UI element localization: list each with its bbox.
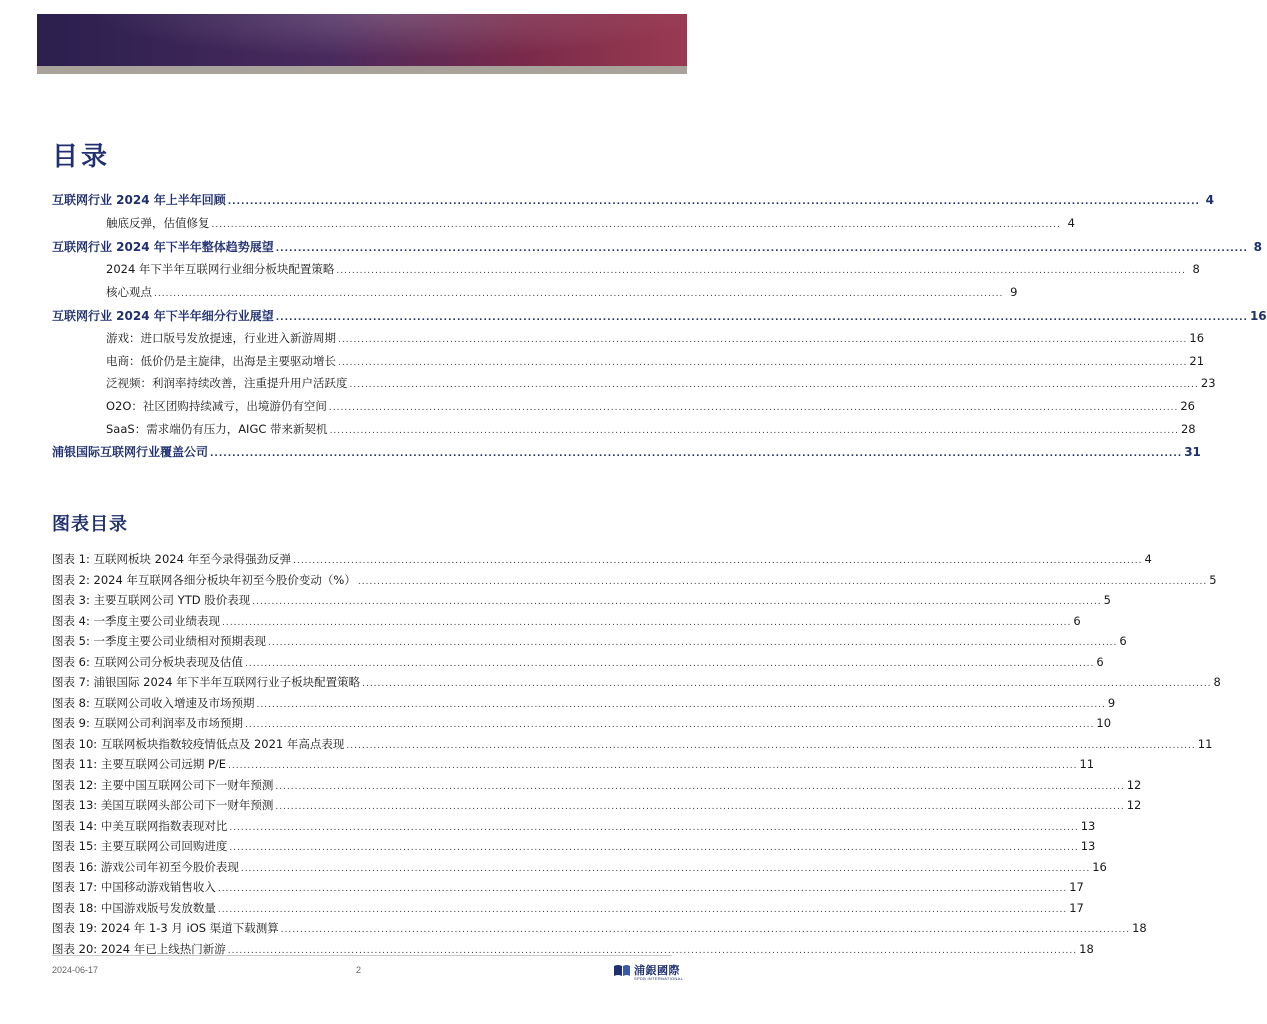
dot-leader: ............................................................................................................................................................................................................................ — [275, 781, 1125, 792]
figure-entry-page: 16 — [1092, 859, 1107, 874]
figure-entry-title: 主要互联网公司 YTD 股价表现 — [93, 593, 251, 607]
figure-entry-title: 主要互联网公司回购进度 — [100, 839, 228, 853]
figure-entry[interactable] — [52, 734, 1213, 755]
figures-list — [52, 549, 1221, 959]
figure-entry[interactable] — [52, 590, 1111, 611]
figure-entry-title: 互联网公司分板块表现及估值 — [93, 654, 244, 669]
banner-sheen — [37, 14, 687, 66]
toc-entry-title: 2024 年下半年互联网行业细分板块配置策略 — [106, 262, 335, 277]
figure-entry[interactable] — [52, 652, 1104, 673]
figures-section-title: 图表目录 — [52, 514, 128, 535]
dot-leader: ............................................................................................................................................................................................................................ — [256, 699, 1106, 710]
figure-entry-number: 图表 3: — [52, 593, 90, 607]
toc-entry-title: 泛视频：利润率持续改善，注重提升用户活跃度 — [106, 376, 348, 391]
header-banner-bar — [37, 66, 687, 74]
figure-entry-title: 游戏公司年初至今股价表现 — [100, 859, 239, 874]
figure-entry-page: 13 — [1080, 839, 1096, 853]
figure-entry-number: 图表 6: — [52, 654, 90, 669]
figure-entry[interactable] — [52, 570, 1217, 591]
page-title: 目录 — [52, 142, 111, 172]
figure-entry-number: 图表 17: — [52, 880, 98, 894]
figure-entry-page: 11 — [1197, 736, 1213, 751]
dot-leader: ............................................................................................................................................................................................................................ — [217, 904, 1068, 915]
figure-entry-number: 图表 19: — [52, 921, 98, 935]
figure-entry-title: 主要互联网公司远期 P/E — [100, 757, 227, 771]
figure-entry-title: 中国移动游戏销售收入 — [100, 880, 216, 894]
figure-entry-number: 图表 12: — [52, 777, 98, 792]
toc-entry-page: 31 — [1184, 445, 1201, 460]
toc-entry[interactable] — [52, 189, 1214, 212]
figure-entry-title: 互联网板块 2024 年至今录得强劲反弹 — [93, 552, 292, 566]
dot-leader: ............................................................................................................................................................................................................................ — [346, 740, 1196, 751]
figure-entry-title: 一季度主要公司业绩相对预期表现 — [93, 634, 267, 648]
toc-entry[interactable] — [52, 372, 1216, 395]
dot-leader: ............................................................................................................................................................................................................................ — [275, 312, 1248, 323]
figure-entry-page: 6 — [1096, 654, 1104, 669]
figure-entry[interactable] — [52, 672, 1221, 693]
dot-leader: ............................................................................................................................................................................................................................ — [245, 658, 1095, 669]
toc-entry-title: O2O：社区团购持续减亏，出境游仍有空间 — [106, 398, 327, 413]
figure-entry-page: 6 — [1073, 613, 1081, 628]
figure-entry[interactable] — [52, 816, 1096, 837]
figure-entry-number: 图表 8: — [52, 695, 90, 710]
figure-entry-title: 中国游戏版号发放数量 — [100, 900, 216, 915]
toc-entry-page: 4 — [1205, 193, 1214, 208]
dot-leader: ............................................................................................................................................................................................................................ — [329, 425, 1179, 436]
toc-entry-title: 电商：低价仍是主旋律，出海是主要驱动增长 — [106, 353, 336, 368]
toc-entry[interactable] — [52, 327, 1205, 350]
dot-leader: ............................................................................................................................................................................................................................ — [275, 802, 1125, 812]
toc-entry[interactable] — [52, 236, 1262, 259]
figure-entry-page: 10 — [1096, 716, 1112, 730]
figure-entry-page: 17 — [1069, 900, 1084, 915]
figure-entry-title: 一季度主要公司业绩表现 — [93, 613, 221, 628]
logo-text: 浦銀國際 — [634, 964, 680, 977]
figure-entry-number: 图表 10: — [52, 736, 98, 751]
figure-entry[interactable] — [52, 795, 1142, 816]
header-banner — [37, 14, 687, 66]
dot-leader: ............................................................................................................................................................................................................................ — [362, 679, 1212, 689]
figure-entry[interactable] — [52, 611, 1081, 632]
figure-entry-page: 11 — [1079, 757, 1095, 771]
dot-leader: ............................................................................................................................................................................................................................ — [222, 617, 1072, 628]
figure-entry-number: 图表 18: — [52, 900, 98, 915]
figure-entry[interactable] — [52, 775, 1142, 796]
dot-leader: ............................................................................................................................................................................................................................ — [349, 380, 1199, 391]
figure-entry-title: 美国互联网头部公司下一财年预测 — [100, 798, 274, 812]
toc-entry-page: 8 — [1253, 239, 1262, 254]
dot-leader: ............................................................................................................................................................................................................................ — [275, 243, 1248, 254]
dot-leader: ............................................................................................................................................................................................................................ — [245, 720, 1095, 730]
dot-leader: ............................................................................................................................................................................................................................ — [217, 884, 1068, 894]
toc-entry[interactable] — [52, 305, 1267, 328]
footer-divider — [52, 955, 672, 956]
figure-entry-title: 2024 年 1-3 月 iOS 渠道下载测算 — [100, 921, 279, 935]
dot-leader: ............................................................................................................................................................................................................................ — [252, 597, 1102, 607]
logo-subtext: SPDB INTERNATIONAL — [634, 976, 684, 981]
dot-leader: ............................................................................................................................................................................................................................ — [338, 357, 1188, 368]
figure-entry-title: 2024 年已上线热门新游 — [100, 941, 226, 956]
figure-entry[interactable] — [52, 836, 1096, 857]
figure-entry-number: 图表 16: — [52, 859, 98, 874]
figure-entry-title: 中美互联网指数表现对比 — [100, 818, 228, 833]
figure-entry-number: 图表 7: — [52, 675, 90, 689]
figure-entry-number: 图表 14: — [52, 818, 98, 833]
figure-entry-title: 2024 年互联网各细分板块年初至今股价变动（%） — [93, 572, 356, 587]
toc-entry-page: 21 — [1189, 353, 1205, 368]
footer-page-number: 2 — [356, 965, 362, 975]
toc-entry-title: 互联网行业 2024 年下半年细分行业展望 — [52, 308, 274, 323]
toc-entry[interactable] — [52, 418, 1196, 441]
figure-entry-page: 17 — [1069, 880, 1084, 894]
figure-entry[interactable] — [52, 857, 1107, 878]
dot-leader: ............................................................................................................................................................................................................................ — [338, 335, 1188, 346]
dot-leader: ............................................................................................................................................................................................................................ — [240, 863, 1091, 874]
figure-entry-number: 图表 11: — [52, 757, 98, 771]
dot-leader: ............................................................................................................................................................................................................................ — [328, 402, 1179, 413]
toc-entry-page: 9 — [1010, 284, 1018, 299]
figure-entry-number: 图表 13: — [52, 798, 98, 812]
dot-leader: ............................................................................................................................................................................................................................ — [211, 219, 1061, 230]
company-logo — [612, 961, 688, 985]
dot-leader: ............................................................................................................................................................................................................................ — [280, 925, 1131, 935]
figure-entry-number: 图表 5: — [52, 634, 90, 648]
figure-entry-number: 图表 20: — [52, 941, 98, 956]
figure-entry-page: 12 — [1126, 798, 1142, 812]
toc-entry-title: 互联网行业 2024 年下半年整体趋势展望 — [52, 239, 274, 254]
figure-entry-number: 图表 1: — [52, 552, 90, 566]
figure-entry[interactable] — [52, 918, 1147, 939]
figure-entry[interactable] — [52, 549, 1152, 570]
figure-entry-page: 12 — [1126, 777, 1142, 792]
toc-entry-page: 16 — [1249, 308, 1267, 323]
dot-leader: ............................................................................................................................................................................................................................ — [228, 761, 1078, 771]
table-of-contents — [52, 188, 1267, 464]
dot-leader: ............................................................................................................................................................................................................................ — [227, 197, 1200, 208]
figure-entry-number: 图表 4: — [52, 613, 90, 628]
dot-leader: ............................................................................................................................................................................................................................ — [229, 843, 1079, 853]
figure-entry[interactable] — [52, 693, 1116, 714]
figure-entry-page: 4 — [1144, 552, 1152, 566]
toc-entry-title: 核心观点 — [106, 284, 152, 299]
toc-entry[interactable] — [52, 395, 1195, 418]
toc-entry-title: 浦银国际互联网行业覆盖公司 — [52, 445, 209, 460]
figure-entry-title: 互联网公司利润率及市场预期 — [93, 716, 244, 730]
figure-entry-title: 互联网板块指数较疫情低点及 2021 年高点表现 — [100, 736, 345, 751]
figure-entry[interactable] — [52, 631, 1127, 652]
logo-mark-icon — [612, 963, 632, 979]
toc-entry-title: 互联网行业 2024 年上半年回顾 — [52, 193, 226, 208]
dot-leader: ............................................................................................................................................................................................................................ — [154, 288, 1004, 299]
toc-entry-page: 4 — [1067, 215, 1075, 230]
figure-entry-page: 8 — [1213, 675, 1221, 689]
figure-entry[interactable] — [52, 877, 1084, 898]
footer-date: 2024-06-17 — [52, 965, 99, 975]
toc-entry-title: SaaS：需求端仍有压力，AIGC 带来新契机 — [106, 421, 328, 436]
dot-leader: ............................................................................................................................................................................................................................ — [293, 556, 1143, 566]
figure-entry-page: 13 — [1080, 818, 1096, 833]
toc-entry-page: 23 — [1200, 376, 1216, 391]
figure-entry-page: 5 — [1209, 572, 1217, 587]
figure-entry-title: 主要中国互联网公司下一财年预测 — [100, 777, 274, 792]
dot-leader: ............................................................................................................................................................................................................................ — [357, 576, 1208, 587]
figure-entry-title: 互联网公司收入增速及市场预期 — [93, 695, 255, 710]
toc-entry[interactable] — [52, 441, 1201, 464]
figure-entry-number: 图表 2: — [52, 572, 90, 587]
figure-entry[interactable] — [52, 713, 1112, 734]
figure-entry-page: 5 — [1103, 593, 1111, 607]
figure-entry-page: 18 — [1132, 921, 1147, 935]
figure-entry-title: 浦银国际 2024 年下半年互联网行业子板块配置策略 — [93, 675, 361, 689]
figure-entry[interactable] — [52, 754, 1095, 775]
dot-leader: ............................................................................................................................................................................................................................ — [229, 822, 1079, 833]
figure-entry-number: 图表 15: — [52, 839, 98, 853]
dot-leader: ............................................................................................................................................................................................................................ — [210, 449, 1183, 460]
toc-entry[interactable] — [52, 212, 1075, 235]
figure-entry-page: 18 — [1079, 941, 1094, 956]
dot-leader: ............................................................................................................................................................................................................................ — [268, 638, 1118, 648]
figure-entry-page: 6 — [1119, 634, 1127, 648]
toc-entry-page: 28 — [1180, 421, 1196, 436]
toc-entry-page: 16 — [1189, 331, 1205, 346]
figure-entry-page: 9 — [1107, 695, 1116, 710]
figure-entry[interactable] — [52, 898, 1084, 919]
toc-entry[interactable] — [52, 258, 1200, 281]
toc-entry-page: 26 — [1180, 398, 1195, 413]
figure-entry-number: 图表 9: — [52, 716, 90, 730]
toc-entry-title: 触底反弹，估值修复 — [106, 215, 210, 230]
toc-entry[interactable] — [52, 350, 1205, 373]
toc-entry-page: 8 — [1192, 262, 1200, 277]
dot-leader: ............................................................................................................................................................................................................................ — [227, 945, 1078, 956]
dot-leader: ............................................................................................................................................................................................................................ — [336, 266, 1186, 277]
toc-entry[interactable] — [52, 281, 1018, 304]
toc-entry-title: 游戏：进口版号发放提速，行业进入新游周期 — [106, 331, 336, 346]
